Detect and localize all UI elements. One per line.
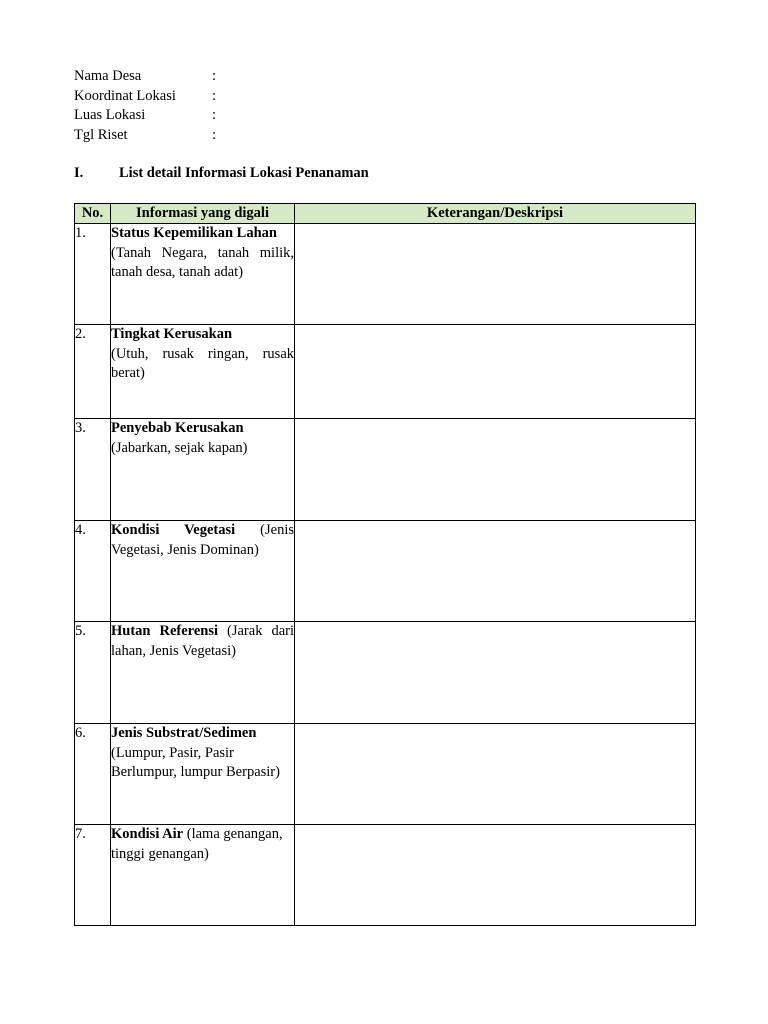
row-answer-cell[interactable] [295, 622, 696, 724]
row-number: 5. [75, 622, 111, 724]
row-title: Kondisi Vegetasi [111, 522, 236, 538]
row-info [111, 224, 295, 325]
information-table [74, 203, 696, 926]
field-nama-desa [74, 67, 216, 87]
row-title: Tingkat Kerusakan [111, 326, 233, 342]
table-row [75, 325, 696, 419]
column-header-no: No. [75, 204, 111, 224]
row-description: (Jabarkan, sejak kapan) [111, 439, 248, 456]
row-title: Penyebab Kerusakan [111, 420, 244, 436]
section-number: I. [74, 165, 84, 181]
table-row [75, 521, 696, 622]
header-fields [74, 67, 216, 145]
row-info [111, 419, 295, 521]
table-row [75, 622, 696, 724]
row-number: 1. [75, 224, 111, 325]
row-number: 3. [75, 419, 111, 521]
row-answer-cell[interactable] [295, 325, 696, 419]
row-answer-cell[interactable] [295, 419, 696, 521]
row-answer-cell[interactable] [295, 521, 696, 622]
table-row [75, 224, 696, 325]
field-tgl-riset [74, 126, 216, 146]
field-separator: : [212, 107, 217, 123]
table-row [75, 825, 696, 926]
row-info [111, 825, 295, 926]
row-title: Kondisi Air [111, 826, 184, 842]
row-answer-cell[interactable] [295, 724, 696, 825]
field-luas-lokasi [74, 106, 216, 126]
row-answer-cell[interactable] [295, 825, 696, 926]
row-info [111, 622, 295, 724]
field-separator: : [212, 87, 217, 104]
table-row [75, 724, 696, 825]
table-row [75, 419, 696, 521]
column-header-description: Keterangan/Deskripsi [295, 204, 696, 224]
row-description: (Utuh, rusak ringan, rusak berat) [111, 345, 294, 381]
field-label: Koordinat Lokasi [74, 87, 176, 104]
field-separator: : [212, 126, 217, 143]
field-separator: : [212, 68, 217, 84]
row-description: (lama genangan, tinggi genangan) [111, 826, 283, 862]
row-title: Hutan Referensi [111, 623, 219, 639]
row-number: 2. [75, 325, 111, 419]
row-title: Jenis Substrat/Sedimen [111, 725, 257, 741]
field-label: Luas Lokasi [74, 107, 146, 123]
section-heading [74, 165, 369, 182]
field-label: Tgl Riset [74, 126, 128, 143]
table-header-row [75, 204, 696, 224]
row-number: 4. [75, 521, 111, 622]
row-answer-cell[interactable] [295, 224, 696, 325]
row-info [111, 521, 295, 622]
row-description: (Jarak dari lahan, Jenis Vegetasi) [111, 623, 294, 659]
row-info [111, 325, 295, 419]
row-info [111, 724, 295, 825]
column-header-info: Informasi yang digali [111, 204, 295, 224]
row-description: (Jenis Vegetasi, Jenis Dominan) [111, 522, 294, 558]
field-label: Nama Desa [74, 68, 142, 84]
row-description: (Tanah Negara, tanah milik, tanah desa, tanah adat) [111, 244, 294, 280]
row-number: 6. [75, 724, 111, 825]
row-description: (Lumpur, Pasir, Pasir Berlumpur, lumpur Berpasir) [111, 744, 280, 780]
row-title: Status Kepemilikan Lahan [111, 225, 277, 241]
field-koordinat-lokasi [74, 87, 216, 107]
row-number: 7. [75, 825, 111, 926]
section-title: List detail Informasi Lokasi Penanaman [119, 165, 369, 181]
